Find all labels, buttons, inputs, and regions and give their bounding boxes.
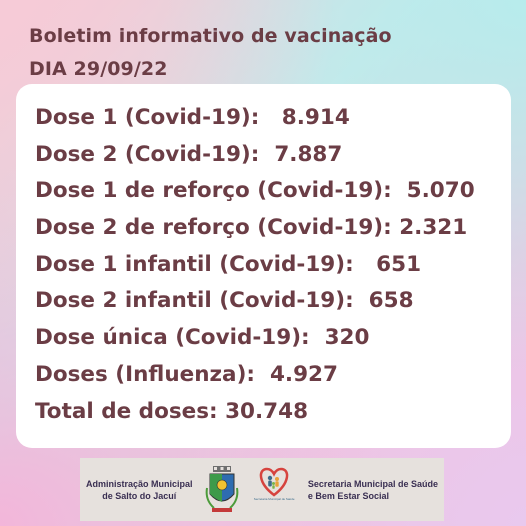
dose-item-7: Dose única (Covid-19): 320 (35, 325, 370, 351)
footer-right-text (308, 478, 438, 502)
heart-family-icon (252, 465, 296, 515)
dose-total: Total de doses: 30.748 (35, 398, 309, 424)
dose-item-2: Dose 2 (Covid-19): 7.887 (35, 141, 343, 167)
dose-item-3: Dose 1 de reforço (Covid-19): 5.070 (35, 178, 475, 204)
dose-item-4: Dose 2 de reforço (Covid-19): 2.321 (35, 215, 468, 241)
footer-left-text (86, 478, 193, 502)
dose-card (16, 84, 511, 448)
logo-caption: Secretaria Municipal de Saúde (253, 496, 295, 501)
dose-item-1: Dose 1 (Covid-19): 8.914 (35, 105, 350, 130)
footer-left-line1: Administração Municipal (86, 478, 193, 489)
footer-right-line1: Secretaria Municipal de Saúde (307, 478, 438, 489)
footer-right-line2: e Bem Estar Social (307, 490, 389, 501)
header (29, 20, 392, 86)
bulletin-date: DIA 29/09/22 (29, 58, 168, 80)
footer-left-line2: de Salto do Jacuí (102, 490, 177, 501)
dose-item-5: Dose 1 infantil (Covid-19): 651 (35, 251, 422, 277)
footer-banner (80, 458, 444, 521)
crest-icon (204, 464, 240, 516)
page-title: Boletim informativo de vacinação (29, 25, 392, 47)
dose-list (35, 101, 475, 431)
dose-item-8: Doses (Influenza): 4.927 (35, 361, 338, 387)
dose-item-6: Dose 2 infantil (Covid-19): 658 (35, 288, 414, 314)
